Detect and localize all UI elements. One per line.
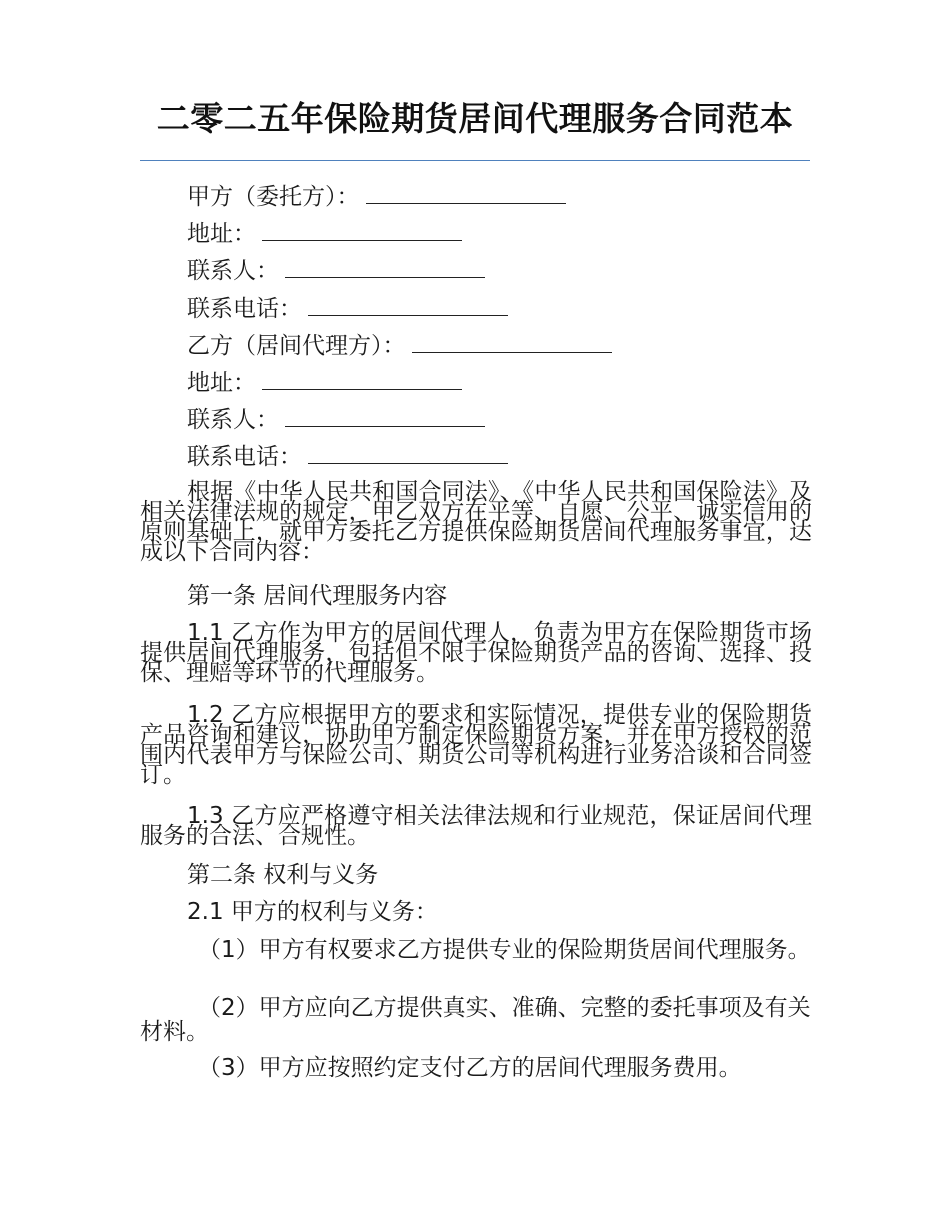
party-a-contact-field: [187, 255, 485, 286]
party-b-address-label: 地址：: [187, 370, 256, 396]
party-a-phone-label: 联系电话：: [187, 296, 302, 322]
party-b-contact-field: [187, 404, 485, 435]
preamble-paragraph: 根据《中华人民共和国合同法》、《中华人民共和国保险法》及相关法律法规的规定，甲乙双方在平等、自愿、公平、诚实信用的原则基础上，就甲方委托乙方提供保险期货居间代理服务事宜，达成以下合同内容：: [140, 479, 812, 565]
party-a-name-field: [187, 181, 566, 212]
party-b-phone-label: 联系电话：: [187, 444, 302, 470]
party-a-address-label: 地址：: [187, 221, 256, 247]
party-a-contact-label: 联系人：: [187, 258, 279, 284]
party-b-contact-blank: [285, 404, 485, 427]
party-a-contact-blank: [285, 255, 485, 278]
party-b-phone-blank: [308, 441, 508, 464]
title-underline: [140, 160, 810, 161]
item-2-1-3: （3）甲方应按照约定支付乙方的居间代理服务费用。: [198, 1055, 742, 1081]
article-2-heading: 第二条 权利与义务: [187, 862, 379, 888]
item-2-1-1: （1）甲方有权要求乙方提供专业的保险期货居间代理服务。: [198, 937, 811, 963]
article-1-heading: 第一条 居间代理服务内容: [187, 583, 448, 609]
party-b-phone-field: [187, 441, 508, 472]
clause-1-3: 1.3 乙方应严格遵守相关法律法规和行业规范，保证居间代理服务的合法、合规性。: [140, 803, 812, 849]
document-title: 二零二五年保险期货居间代理服务合同范本: [156, 99, 794, 138]
party-b-address-field: [187, 367, 462, 398]
party-a-address-blank: [262, 218, 462, 241]
party-b-name-blank: [412, 330, 612, 353]
party-b-contact-label: 联系人：: [187, 407, 279, 433]
section-2-1-heading: 2.1 甲方的权利与义务：: [187, 899, 438, 925]
clause-1-2: 1.2 乙方应根据甲方的要求和实际情况，提供专业的保险期货产品咨询和建议，协助甲方制定保险期货方案，并在甲方授权的范围内代表甲方与保险公司、期货公司等机构进行业务洽谈和合同签订。: [140, 702, 812, 788]
party-a-name-blank: [366, 181, 566, 204]
item-2-1-2: （2）甲方应向乙方提供真实、准确、完整的委托事项及有关材料。: [140, 995, 811, 1045]
party-b-name-field: [187, 330, 612, 361]
party-a-address-field: [187, 218, 462, 249]
party-b-address-blank: [262, 367, 462, 390]
clause-1-1: 1.1 乙方作为甲方的居间代理人，负责为甲方在保险期货市场提供居间代理服务，包括但不限于保险期货产品的咨询、选择、投保、理赔等环节的代理服务。: [140, 620, 812, 686]
party-b-name-label: 乙方（居间代理方）：: [187, 333, 406, 359]
party-a-name-label: 甲方（委托方）：: [187, 184, 360, 210]
party-a-phone-blank: [308, 293, 508, 316]
party-a-phone-field: [187, 293, 508, 324]
